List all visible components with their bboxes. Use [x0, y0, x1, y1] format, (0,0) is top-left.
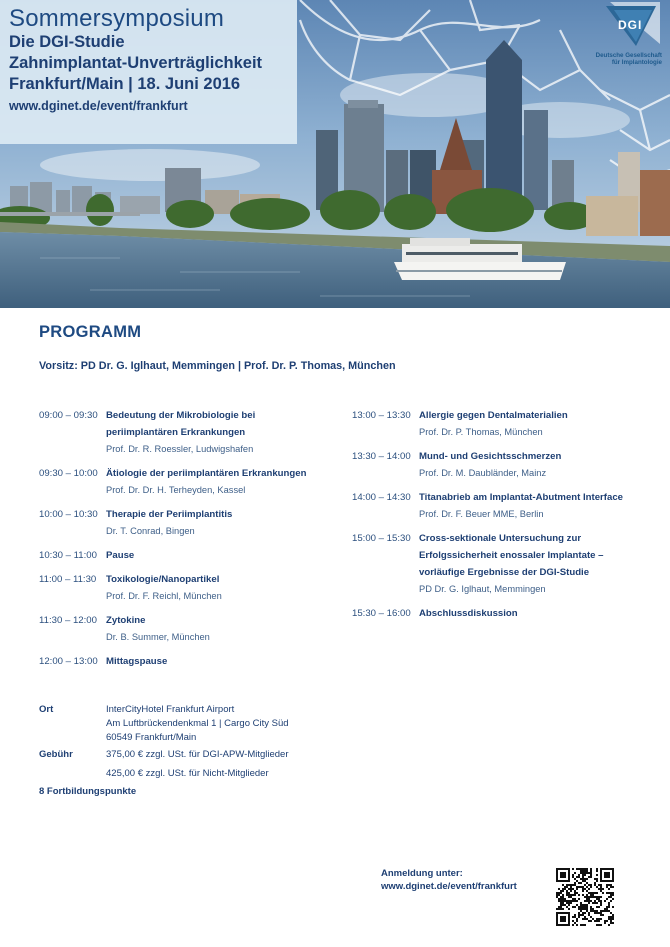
schedule-topic: Mund- und Gesichtsschmerzen: [419, 451, 562, 462]
schedule-item: [352, 407, 652, 441]
logo-abbreviation: DGI: [618, 18, 643, 32]
logo-caption-line2: für Implantologie: [611, 59, 662, 66]
schedule-time: 13:00 – 13:30: [352, 410, 411, 421]
location-date: Frankfurt/Main | 18. Juni 2016: [9, 75, 241, 93]
schedule-topic: Bedeutung der Mikrobiologie bei: [106, 410, 256, 421]
fee-non-members: 425,00 € zzgl. USt. für Nicht-Mitglieder: [106, 768, 269, 779]
event-url[interactable]: www.dginet.de/event/frankfurt: [9, 99, 188, 113]
schedule-item: [352, 605, 652, 622]
event-title: Sommersymposium: [9, 5, 225, 32]
schedule-time: 11:30 – 12:00: [39, 615, 97, 626]
schedule-item: [39, 506, 339, 540]
schedule-speaker: Prof. Dr. R. Roessler, Ludwigshafen: [106, 444, 254, 454]
schedule-time: 11:00 – 11:30: [39, 574, 97, 585]
schedule-item: [39, 465, 339, 499]
program-chairs: Vorsitz: PD Dr. G. Iglhaut, Memmingen | Prof. Dr. P. Thomas, München: [39, 360, 396, 372]
cme-points: 8 Fortbildungspunkte: [39, 786, 137, 797]
schedule-time: 14:00 – 14:30: [352, 492, 411, 503]
registration-block: [381, 867, 517, 893]
fee-label: Gebühr: [39, 749, 73, 760]
schedule-time: 10:30 – 11:00: [39, 550, 97, 561]
schedule-time: 13:30 – 14:00: [352, 451, 411, 462]
venue-street: Am Luftbrückendenkmal 1 | Cargo City Süd: [106, 718, 289, 729]
qr-code-icon[interactable]: [556, 868, 614, 926]
schedule-item: [39, 571, 339, 605]
schedule-time: 09:30 – 10:00: [39, 468, 98, 479]
schedule-topic: Ätiologie der periimplantären Erkrankungen: [106, 468, 307, 479]
schedule-item: [39, 612, 339, 646]
schedule-item: [352, 530, 652, 598]
schedule-time: 12:00 – 13:00: [39, 656, 98, 667]
schedule-topic: Pause: [106, 550, 135, 561]
schedule-topic: Cross-sektionale Untersuchung zur: [419, 533, 582, 544]
schedule-topic: Titanabrieb am Implantat-Abutment Interface: [419, 492, 623, 503]
program-heading: PROGRAMM: [39, 323, 142, 341]
schedule-topic: Zytokine: [106, 615, 146, 626]
dgi-logo: [572, 0, 662, 75]
fee-members: 375,00 € zzgl. USt. für DGI-APW-Mitglieder: [106, 749, 289, 760]
schedule-speaker: Prof. Dr. F. Reichl, München: [106, 591, 222, 601]
schedule-speaker: Dr. B. Summer, München: [106, 632, 210, 642]
venue-block: [39, 703, 359, 743]
topic-title: Zahnimplantat-Unverträglichkeit: [9, 54, 263, 72]
schedule-topic: periimplantären Erkrankungen: [106, 427, 246, 438]
schedule-right: [352, 407, 652, 629]
schedule-time: 15:30 – 16:00: [352, 608, 411, 619]
schedule-speaker: Prof. Dr. F. Beuer MME, Berlin: [419, 509, 544, 519]
logo-caption: [572, 52, 662, 66]
schedule-item: [39, 547, 339, 564]
schedule-topic: Allergie gegen Dentalmaterialien: [419, 410, 568, 421]
schedule-item: [352, 448, 652, 482]
schedule-item: [352, 489, 652, 523]
schedule-topic: Mittagspause: [106, 656, 168, 667]
logo-caption-line1: Deutsche Gesellschaft: [595, 52, 662, 59]
schedule-left: [39, 407, 339, 677]
schedule-topic: Therapie der Periimplantitis: [106, 509, 233, 520]
venue-name: InterCityHotel Frankfurt Airport: [106, 704, 235, 715]
schedule-time: 09:00 – 09:30: [39, 410, 98, 421]
schedule-time: 15:00 – 15:30: [352, 533, 411, 544]
schedule-speaker: Dr. T. Conrad, Bingen: [106, 526, 195, 536]
schedule-topic: Abschlussdiskussion: [419, 608, 518, 619]
schedule-item: [39, 407, 339, 458]
schedule-speaker: PD Dr. G. Iglhaut, Memmingen: [419, 584, 546, 594]
title-box: [0, 0, 297, 144]
registration-url[interactable]: www.dginet.de/event/frankfurt: [381, 881, 517, 892]
schedule-speaker: Prof. Dr. P. Thomas, München: [419, 427, 543, 437]
schedule-topic: Toxikologie/Nanopartikel: [106, 574, 220, 585]
schedule-speaker: Prof. Dr. Dr. H. Terheyden, Kassel: [106, 485, 246, 495]
schedule-speaker: Prof. Dr. M. Daubländer, Mainz: [419, 468, 547, 478]
fee-block: [39, 748, 359, 784]
study-title: Die DGI-Studie: [9, 33, 125, 51]
schedule-topic: vorläufige Ergebnisse der DGI-Studie: [419, 567, 590, 578]
schedule-item: [39, 653, 339, 670]
schedule-time: 10:00 – 10:30: [39, 509, 98, 520]
dgi-logo-icon: [572, 0, 662, 52]
venue-label: Ort: [39, 704, 54, 715]
schedule-topic: Erfolgssicherheit enossaler Implantate –: [419, 550, 604, 561]
venue-city: 60549 Frankfurt/Main: [106, 732, 197, 743]
registration-label: Anmeldung unter:: [381, 868, 463, 879]
